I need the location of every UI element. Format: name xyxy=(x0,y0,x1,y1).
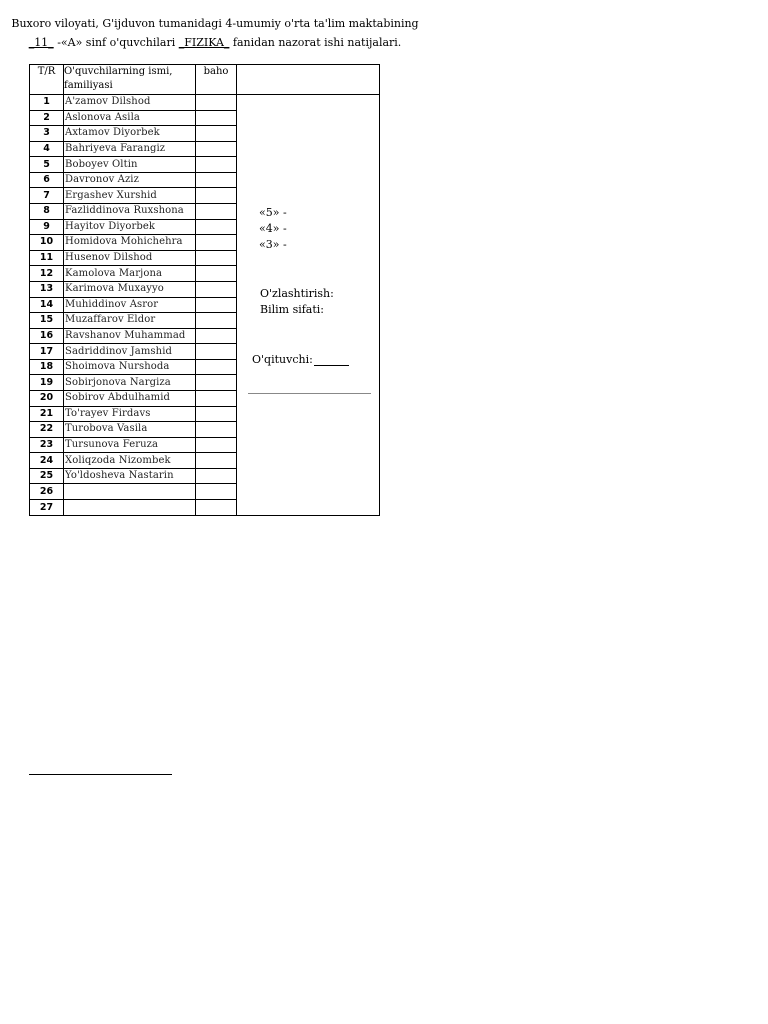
grade-3-count: «3» - xyxy=(259,238,287,251)
header-line-2-suffix: fanidan nazorat ishi natijalari. xyxy=(232,36,402,49)
student-name: Husenov Dilshod xyxy=(64,250,196,266)
class-suffix: -«A» sinf o'quvchilari xyxy=(57,36,176,49)
quality-label: Bilim sifati: xyxy=(260,303,325,316)
grade-5-count: «5» - xyxy=(259,206,287,219)
grade-cell[interactable] xyxy=(196,500,237,516)
grade-cell[interactable] xyxy=(196,172,237,188)
mastery-label: O'zlashtirish: xyxy=(260,287,334,300)
grade-4-count: «4» - xyxy=(259,222,287,235)
row-number: 11 xyxy=(30,250,64,266)
grade-cell[interactable] xyxy=(196,390,237,406)
row-number: 8 xyxy=(30,204,64,220)
grade-cell[interactable] xyxy=(196,250,237,266)
student-name: Kamolova Marjona xyxy=(64,266,196,282)
row-number: 15 xyxy=(30,313,64,329)
student-name: Ravshanov Muhammad xyxy=(64,328,196,344)
row-number: 1 xyxy=(30,95,64,111)
grade-cell[interactable] xyxy=(196,219,237,235)
row-number: 23 xyxy=(30,437,64,453)
header-line-1: Buxoro viloyati, G'ijduvon tumanidagi 4-umumiy o'rta ta'lim maktabining xyxy=(11,17,419,30)
row-number: 9 xyxy=(30,219,64,235)
row-number: 27 xyxy=(30,500,64,516)
column-header-grade: baho xyxy=(196,65,237,95)
row-number: 16 xyxy=(30,328,64,344)
subject-name: _FIZIKA_ xyxy=(178,36,230,49)
student-name: Fazliddinova Ruxshona xyxy=(64,204,196,220)
row-number: 13 xyxy=(30,281,64,297)
header-line-2 xyxy=(0,33,430,52)
grade-cell[interactable] xyxy=(196,437,237,453)
footnote-rule xyxy=(29,774,172,775)
student-name: Tursunova Feruza xyxy=(64,437,196,453)
student-name: Muhiddinov Asror xyxy=(64,297,196,313)
grade-cell[interactable] xyxy=(196,188,237,204)
document-header xyxy=(0,14,430,52)
grade-cell[interactable] xyxy=(196,313,237,329)
row-number: 3 xyxy=(30,126,64,142)
grade-cell[interactable] xyxy=(196,453,237,469)
student-name: Aslonova Asila xyxy=(64,110,196,126)
student-name: Sadriddinov Jamshid xyxy=(64,344,196,360)
signature-line xyxy=(248,393,371,394)
student-name: Xoliqzoda Nizombek xyxy=(64,453,196,469)
row-number: 25 xyxy=(30,468,64,484)
student-name: Turobova Vasila xyxy=(64,422,196,438)
teacher-signature-line xyxy=(314,365,349,366)
grade-cell[interactable] xyxy=(196,141,237,157)
row-number: 18 xyxy=(30,359,64,375)
student-name: Ergashev Xurshid xyxy=(64,188,196,204)
student-name: Karimova Muxayyo xyxy=(64,281,196,297)
student-name xyxy=(64,500,196,516)
summary-panel xyxy=(237,95,380,516)
row-number: 20 xyxy=(30,390,64,406)
row-number: 17 xyxy=(30,344,64,360)
class-number: _11_ xyxy=(28,36,54,49)
grade-cell[interactable] xyxy=(196,157,237,173)
student-name xyxy=(64,484,196,500)
student-name: Sobirjonova Nargiza xyxy=(64,375,196,391)
row-number: 4 xyxy=(30,141,64,157)
grade-cell[interactable] xyxy=(196,266,237,282)
grade-cell[interactable] xyxy=(196,126,237,142)
row-number: 2 xyxy=(30,110,64,126)
row-number: 14 xyxy=(30,297,64,313)
grade-cell[interactable] xyxy=(196,484,237,500)
student-name: Davronov Aziz xyxy=(64,172,196,188)
student-name: Sobirov Abdulhamid xyxy=(64,390,196,406)
row-number: 12 xyxy=(30,266,64,282)
row-number: 22 xyxy=(30,422,64,438)
column-header-number: T/R xyxy=(30,65,64,95)
grade-cell[interactable] xyxy=(196,359,237,375)
student-name: Boboyev Oltin xyxy=(64,157,196,173)
table-header-row xyxy=(30,65,380,95)
grade-cell[interactable] xyxy=(196,110,237,126)
grade-cell[interactable] xyxy=(196,235,237,251)
grade-cell[interactable] xyxy=(196,95,237,111)
student-name: Hayitov Diyorbek xyxy=(64,219,196,235)
grade-cell[interactable] xyxy=(196,406,237,422)
student-name: Homidova Mohichehra xyxy=(64,235,196,251)
grade-cell[interactable] xyxy=(196,422,237,438)
student-name: Yo'ldosheva Nastarin xyxy=(64,468,196,484)
grade-cell[interactable] xyxy=(196,328,237,344)
grade-cell[interactable] xyxy=(196,297,237,313)
student-name: Bahriyeva Farangiz xyxy=(64,141,196,157)
row-number: 5 xyxy=(30,157,64,173)
grade-cell[interactable] xyxy=(196,344,237,360)
row-number: 7 xyxy=(30,188,64,204)
student-name: A'zamov Dilshod xyxy=(64,95,196,111)
row-number: 19 xyxy=(30,375,64,391)
grade-cell[interactable] xyxy=(196,281,237,297)
student-name: Axtamov Diyorbek xyxy=(64,126,196,142)
student-name: To'rayev Firdavs xyxy=(64,406,196,422)
column-header-summary xyxy=(237,65,380,95)
teacher-label: O'qituvchi: xyxy=(252,353,313,366)
row-number: 26 xyxy=(30,484,64,500)
row-number: 24 xyxy=(30,453,64,469)
column-header-name: O'quvchilarning ismi, familiyasi xyxy=(64,65,196,95)
grade-cell[interactable] xyxy=(196,375,237,391)
row-number: 10 xyxy=(30,235,64,251)
row-number: 6 xyxy=(30,172,64,188)
student-name: Shoimova Nurshoda xyxy=(64,359,196,375)
grades-table xyxy=(29,64,380,516)
table-row xyxy=(30,95,380,111)
grade-cell[interactable] xyxy=(196,204,237,220)
row-number: 21 xyxy=(30,406,64,422)
grade-cell[interactable] xyxy=(196,468,237,484)
student-name: Muzaffarov Eldor xyxy=(64,313,196,329)
